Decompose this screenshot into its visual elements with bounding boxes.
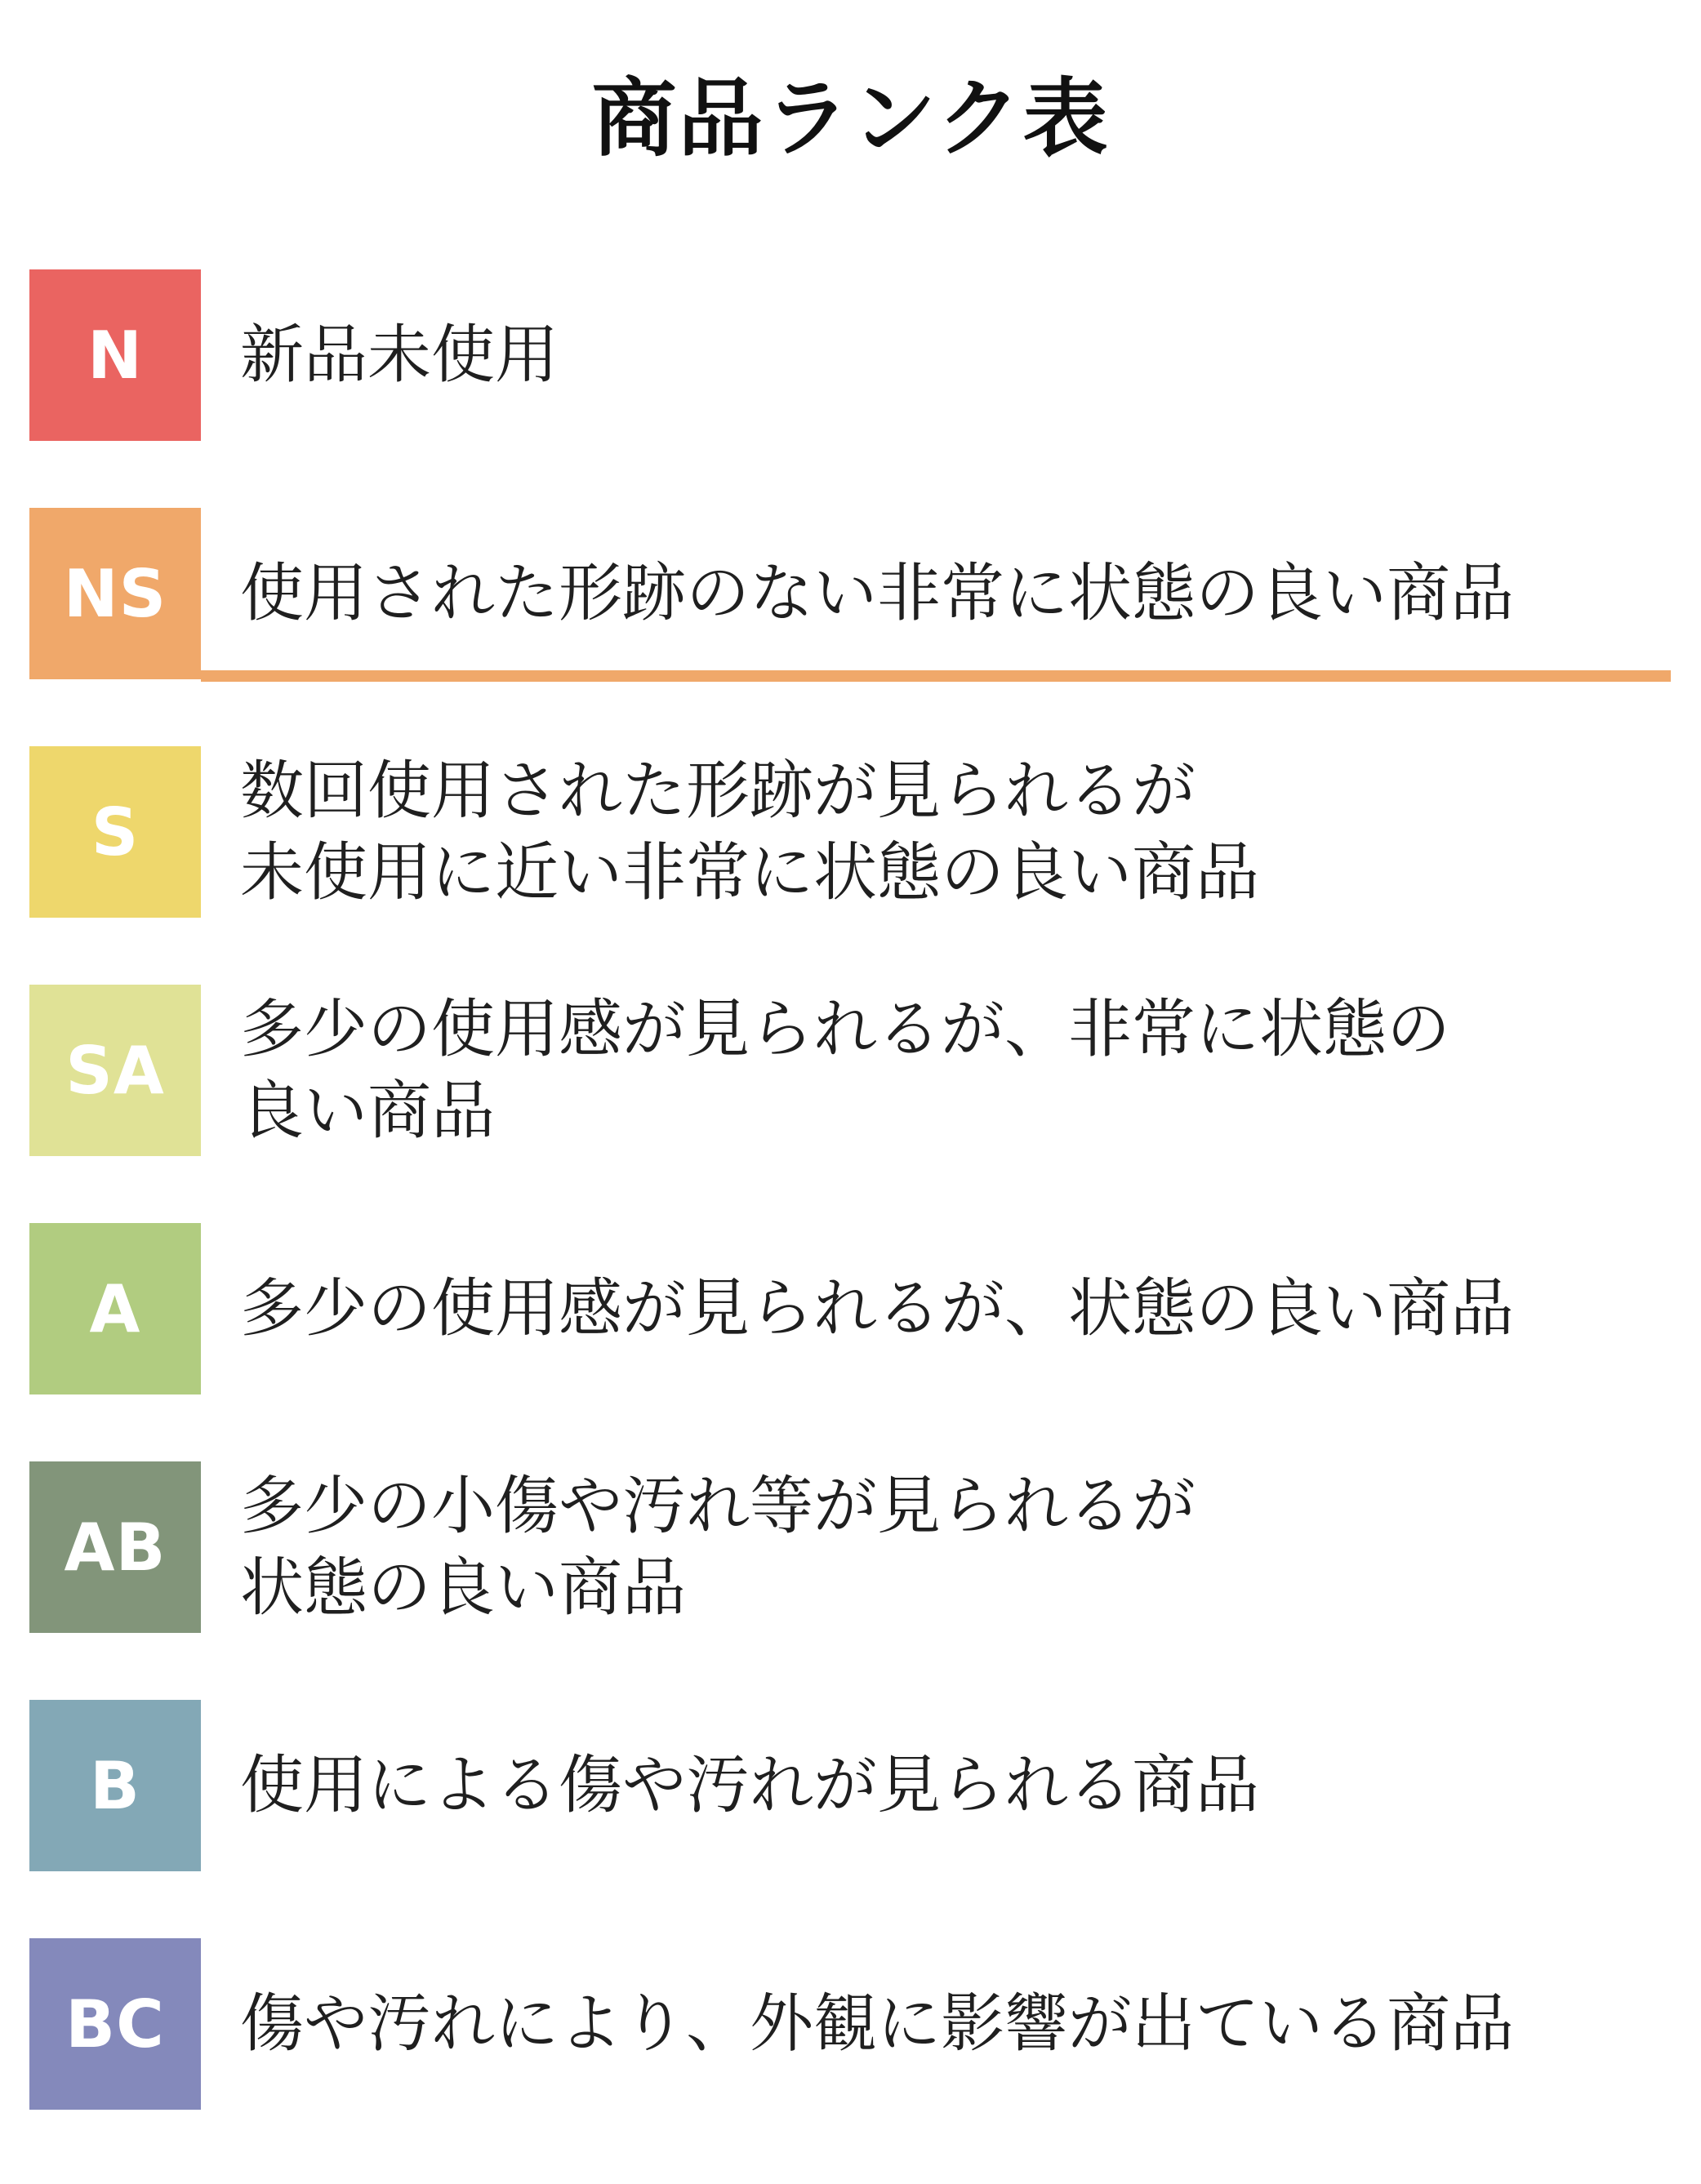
rank-description-sa (240, 985, 1671, 1156)
rank-description-bc (240, 1938, 1671, 2110)
rank-row-sa (29, 985, 1671, 1156)
rank-description-line: 新品未使用 (240, 318, 559, 392)
rank-badge-ns: NS (29, 508, 201, 679)
page-title: 商品ランク表 (591, 69, 1110, 168)
rank-description-a (240, 1223, 1671, 1394)
rank-row-s (29, 746, 1671, 918)
rank-description-n (240, 269, 1671, 441)
rank-badge-b: B (29, 1700, 201, 1871)
rank-badge-s: S (29, 746, 201, 918)
rank-description-line: 多少の使用感が見られるが、非常に状態の (240, 993, 1451, 1066)
rank-row-n (29, 269, 1671, 441)
rank-row-ns (29, 508, 1671, 679)
rank-description-line: 未使用に近い非常に状態の良い商品 (240, 836, 1260, 910)
rank-description-line: 状態の良い商品 (240, 1551, 687, 1625)
rank-row-ab (29, 1461, 1671, 1633)
rank-description-line: 使用による傷や汚れが見られる商品 (240, 1749, 1260, 1822)
rank-badge-bc: BC (29, 1938, 201, 2110)
rank-description-line: 多少の小傷や汚れ等が見られるが (240, 1470, 1196, 1543)
rank-description-s (240, 746, 1671, 918)
rank-row-b (29, 1700, 1671, 1871)
rank-badge-n: N (29, 269, 201, 441)
rank-description-ns (240, 508, 1671, 679)
rank-badge-a: A (29, 1223, 201, 1394)
rank-description-line: 多少の使用感が見られるが、状態の良い商品 (240, 1272, 1515, 1346)
rank-description-line: 使用された形跡のない非常に状態の良い商品 (240, 557, 1515, 630)
rank-description-line: 良い商品 (240, 1074, 496, 1148)
rank-description-line: 傷や汚れにより、外観に影響が出ている商品 (240, 1987, 1515, 2061)
rank-description-line: 数回使用された形跡が見られるが (240, 754, 1196, 828)
highlight-underline (201, 670, 1671, 682)
rank-badge-ab: AB (29, 1461, 201, 1633)
rank-description-ab (240, 1461, 1671, 1633)
rank-badge-sa: SA (29, 985, 201, 1156)
rank-row-a (29, 1223, 1671, 1394)
rank-description-b (240, 1700, 1671, 1871)
rank-row-bc (29, 1938, 1671, 2110)
